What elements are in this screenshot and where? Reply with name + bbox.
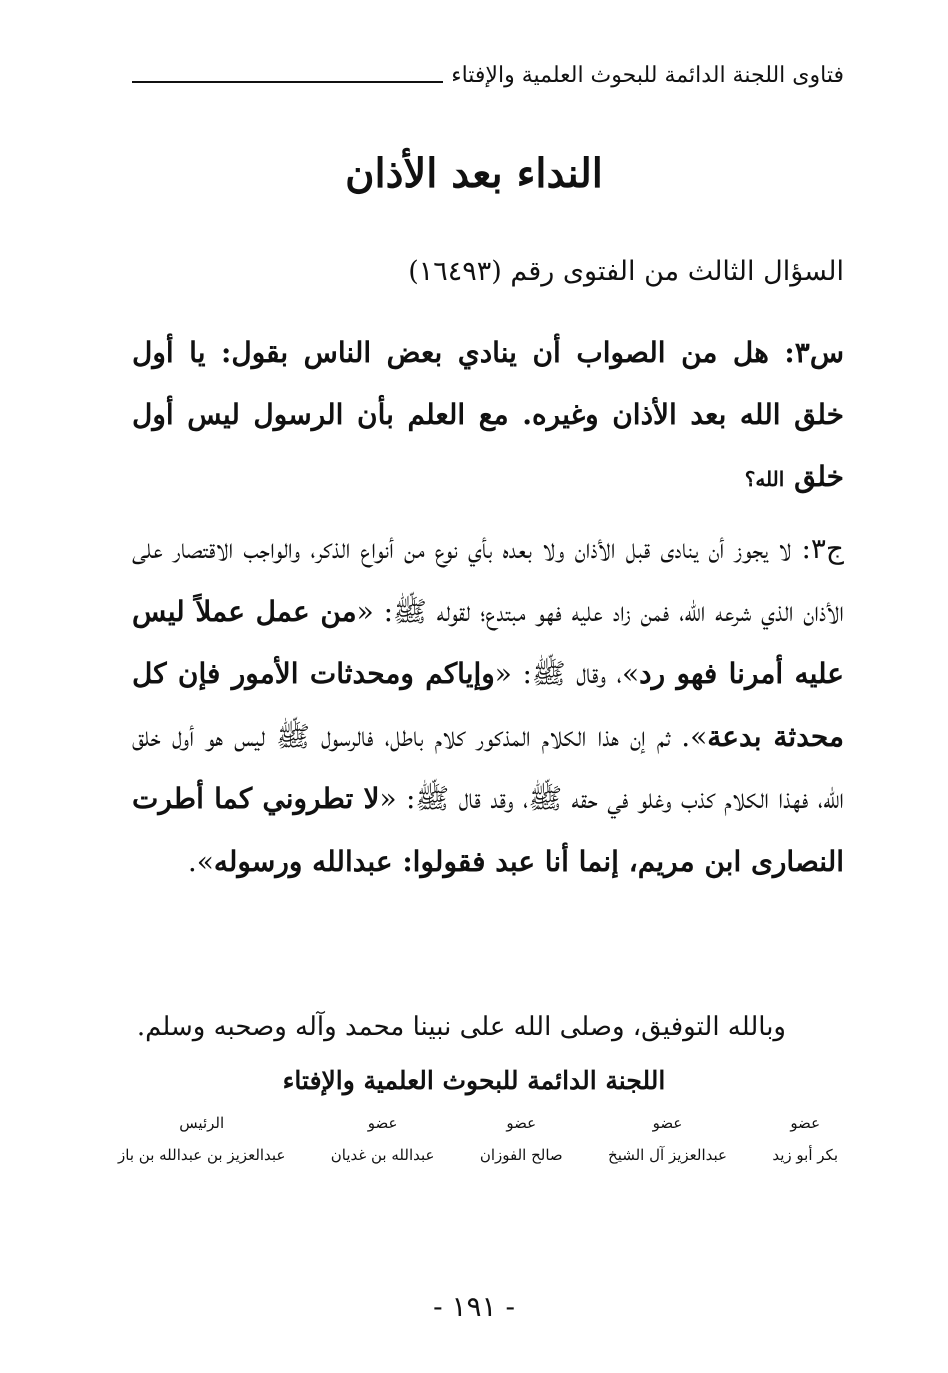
question-tail: الله؟	[744, 467, 785, 491]
signatory	[772, 1114, 838, 1164]
signatory-role: الرئيس	[179, 1114, 225, 1132]
committee-name: اللجنة الدائمة للبحوث العلمية والإفتاء	[282, 1066, 666, 1095]
signatory-name: عبدالعزيز آل الشيخ	[608, 1146, 727, 1164]
signatory-name: صالح الفوزان	[479, 1146, 563, 1164]
running-header	[132, 54, 844, 88]
signatory-role: عضو	[367, 1114, 398, 1132]
hadith-quote-1: من عمل عملاً ليس عليه أمرنا فهو رد	[132, 594, 844, 690]
answer-text-3: ». ثم إن هذا الكلام المذكور كلام باطل، فالرسول ﷺ ليس هو أول خلق الله، فهذا الكلام كذب وغلو في حقه ﷺ، وقد قال ﷺ: «	[132, 719, 845, 815]
answer-text-4: ».	[187, 844, 214, 878]
fatwa-title: النداء بعد الأذان	[345, 150, 603, 197]
signatory-name: بكر أبو زيد	[772, 1146, 838, 1164]
hadith-quote-3: لا تطروني كما أطرت النصارى ابن مريم، إنما أنا عبد فقولوا: عبدالله ورسوله	[132, 782, 844, 878]
hadith-quote-2: وإياكم ومحدثات الأمور فإن كل محدثة بدعة	[132, 657, 844, 753]
signatories	[118, 1114, 838, 1164]
header-rule	[132, 81, 443, 83]
signatory-role: عضو	[506, 1114, 537, 1132]
signatory	[118, 1114, 285, 1164]
closing-line: وبالله التوفيق، وصلى الله على نبينا محمد وآله وصحبه وسلم.	[136, 1012, 786, 1042]
signatory	[608, 1114, 727, 1164]
running-header-title: فتاوى اللجنة الدائمة للبحوث العلمية والإفتاء	[451, 63, 844, 88]
signatory-name: عبدالعزيز بن عبدالله بن باز	[118, 1146, 286, 1164]
page-number: - ١٩١ -	[433, 1290, 515, 1323]
question-text: س٣: هل من الصواب أن ينادي بعض الناس بقول: يا أول خلق الله بعد الأذان وغيره. مع العلم بأن الرسول ليس أول خلق	[132, 336, 844, 493]
signatory	[331, 1114, 435, 1164]
signatory-role: عضو	[790, 1114, 821, 1132]
answer-text-1: ج٣: لا يجوز أن ينادى قبل الأذان ولا بعده بأي نوع من أنواع الذكر، والواجب الاقتصار على الأذان الذي شرعه الله، فمن زاد عليه فهو مبتدع؛ لقوله ﷺ: «	[132, 532, 844, 628]
question-paragraph	[132, 322, 844, 510]
answer-text-2: »، وقال ﷺ: «	[494, 657, 640, 690]
signatory-name: عبدالله بن غديان	[330, 1146, 435, 1164]
question-reference: السؤال الثالث من الفتوى رقم (١٦٤٩٣)	[408, 256, 844, 287]
answer-paragraph	[132, 518, 844, 893]
signatory-role: عضو	[652, 1114, 683, 1132]
signatory	[480, 1114, 563, 1164]
